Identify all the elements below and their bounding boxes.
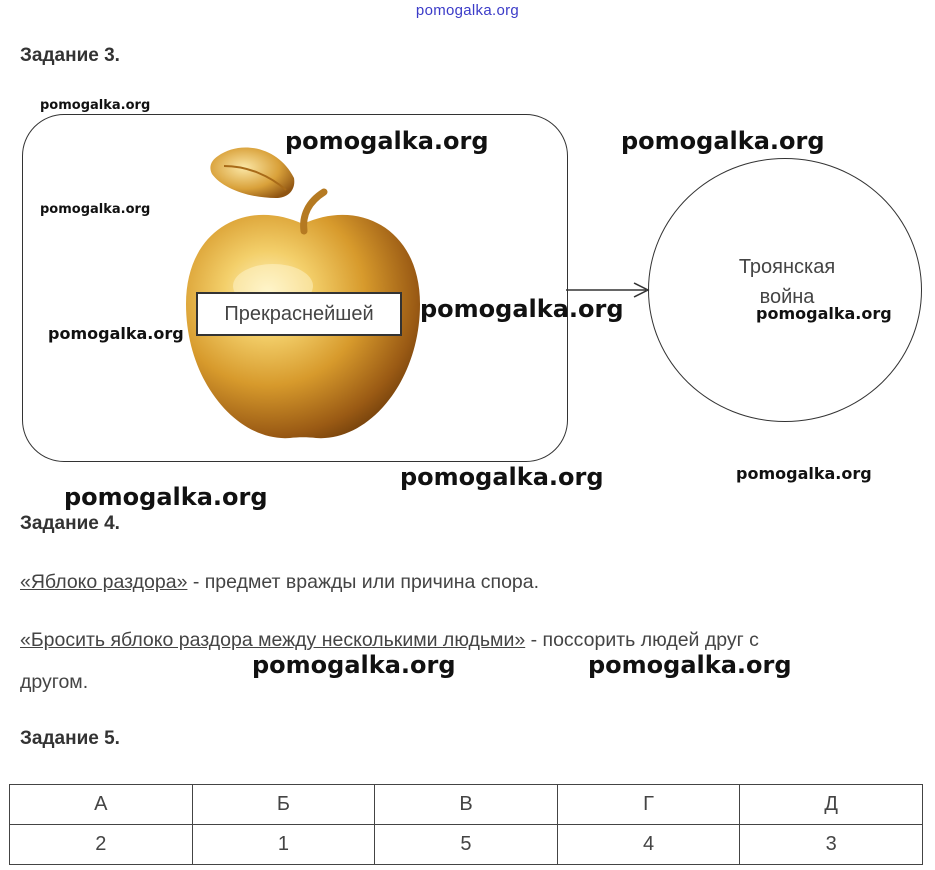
watermark: pomogalka.org <box>252 651 456 679</box>
table-cell: 3 <box>740 825 923 865</box>
table-header-row <box>10 785 923 825</box>
task4-heading: Задание 4. <box>20 513 120 534</box>
circle-label: Троянская война <box>738 256 836 308</box>
definition-text-2: - поссорить людей друг с <box>525 629 759 651</box>
definition-line-3: другом. <box>20 671 89 693</box>
golden-apple-image <box>178 136 428 446</box>
table-cell: 1 <box>192 825 375 865</box>
definition-term-1: «Яблоко раздора» <box>20 571 188 593</box>
watermark: pomogalka.org <box>420 295 624 323</box>
apple-label-box: Прекраснейшей <box>196 292 402 336</box>
watermark: pomogalka.org <box>588 651 792 679</box>
definition-term-2: «Бросить яблоко раздора между несколькими людьми» <box>20 629 526 651</box>
table-cell: 4 <box>557 825 740 865</box>
task5-heading: Задание 5. <box>20 728 120 749</box>
watermark: pomogalka.org <box>48 324 184 343</box>
definition-text-1: - предмет вражды или причина спора. <box>187 571 540 593</box>
site-header-link[interactable]: pomogalka.org <box>415 2 520 19</box>
table-header-cell: Д <box>740 785 923 825</box>
watermark: pomogalka.org <box>40 98 151 113</box>
table-header-cell: Б <box>192 785 375 825</box>
table-row <box>10 825 923 865</box>
table-cell: 2 <box>10 825 193 865</box>
answer-table <box>9 784 923 865</box>
watermark: pomogalka.org <box>64 483 268 511</box>
watermark: pomogalka.org <box>285 127 489 155</box>
table-header-cell: А <box>10 785 193 825</box>
table-header-cell: В <box>375 785 558 825</box>
watermark: pomogalka.org <box>736 464 872 483</box>
definition-line-1 <box>20 562 539 602</box>
table-cell: 5 <box>375 825 558 865</box>
watermark: pomogalka.org <box>756 304 892 323</box>
watermark: pomogalka.org <box>400 463 604 491</box>
watermark: pomogalka.org <box>621 127 825 155</box>
table-header-cell: Г <box>557 785 740 825</box>
task3-heading: Задание 3. <box>20 45 120 66</box>
watermark: pomogalka.org <box>40 202 151 217</box>
